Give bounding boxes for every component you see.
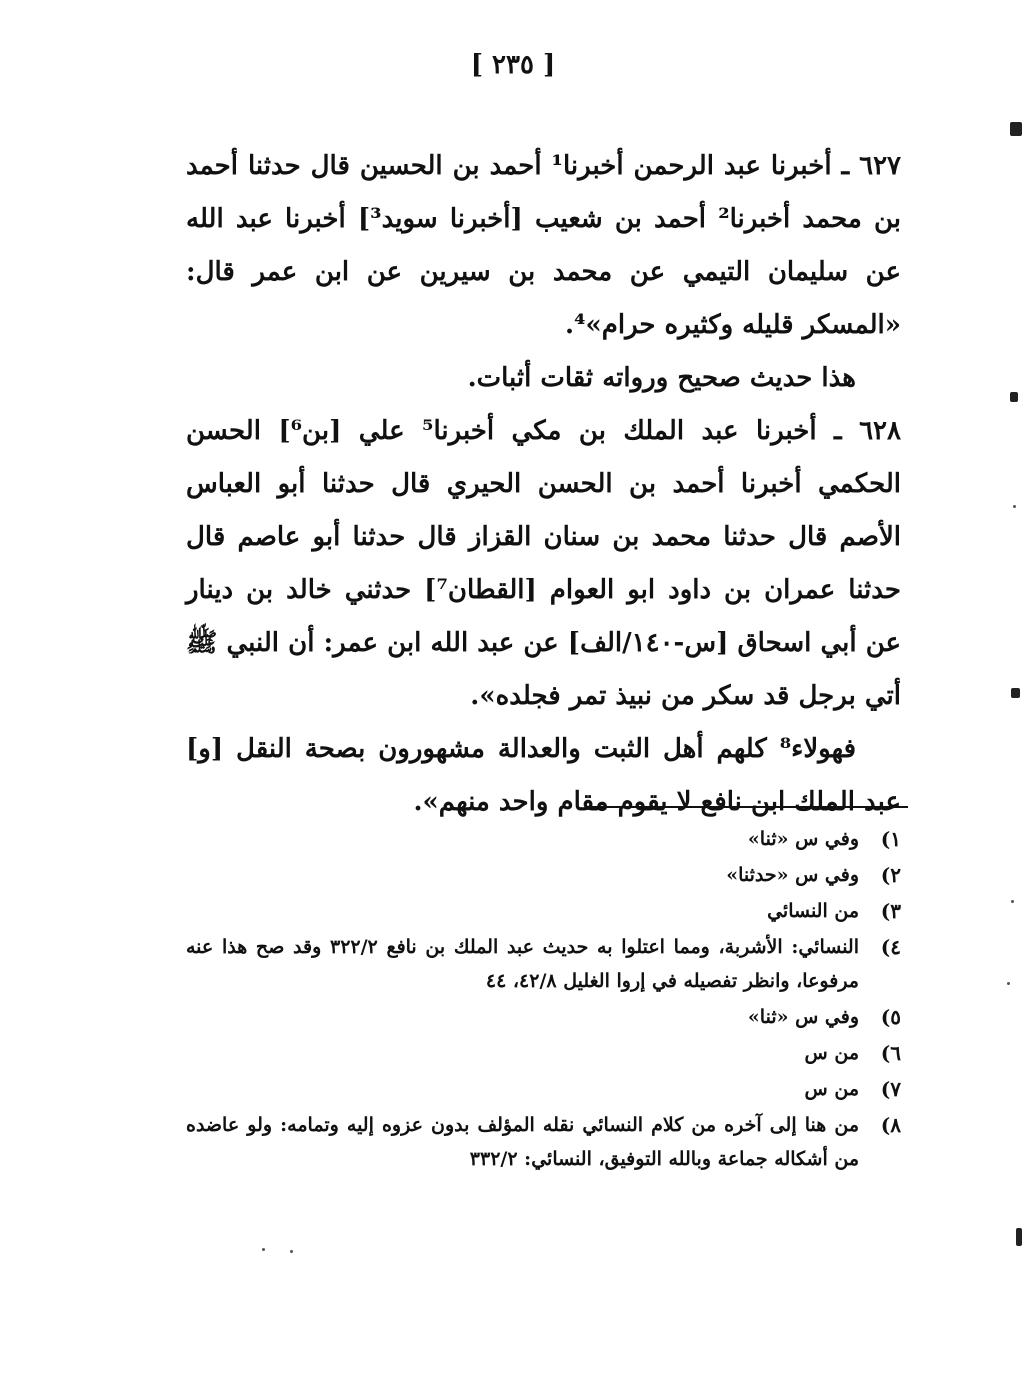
- footnote: [186, 894, 901, 928]
- scan-mark: [1010, 392, 1018, 402]
- hadith-627-paragraph: ٦٢٧ ـ أخبرنا عبد الرحمن أخبرنا¹ أحمد بن الحسين قال حدثنا أحمد بن محمد أخبرنا² أحمد بن شعيب [أخبرنا سويد³] أخبرنا عبد الله عن سليمان التيمي عن محمد بن سيرين عن ابن عمر قال: «المسكر قليله وكثيره حرام»⁴.: [186, 151, 902, 340]
- footnote-text: النسائي: الأشربة، ومما اعتلوا به حديث عبد الملك بن نافع ٣٢٢/٢ وقد صح هذا عنه مرفوعا، وانظر تفصيله في إروا الغليل ٤٢/٨، ٤٤: [186, 936, 860, 992]
- hadith-628-paragraph: ٦٢٨ ـ أخبرنا عبد الملك بن مكي أخبرنا⁵ علي [بن⁶] الحسن الحكمي أخبرنا أحمد بن الحسن الحيري قال حدثنا أبو العباس الأصم قال حدثنا محمد بن سنان القزاز قال حدثنا أبو عاصم قال حدثنا عمران بن داود ابو العوام [القطان⁷] حدثني خالد بن دينار عن أبي اسحاق [س-١٤٠/الف] عن عبد الله ابن عمر: أن النبي ﷺ أتي برجل قد سكر من نبيذ تمر فجلده».: [186, 416, 902, 711]
- footnote-separator: [586, 806, 908, 808]
- footnote: [186, 930, 901, 998]
- footnote-number: ٥): [880, 1005, 901, 1029]
- scan-speck: [1013, 505, 1016, 508]
- footnote: [186, 822, 901, 856]
- footnote-text: وفي س «حدثنا»: [726, 864, 859, 886]
- footnote-text: وفي س «ثنا»: [747, 828, 859, 850]
- scan-speck: [1011, 900, 1014, 903]
- scan-mark: [1016, 1228, 1022, 1246]
- footnote: [186, 1036, 901, 1070]
- footnote-text: من هنا إلى آخره من كلام النسائي نقله المؤلف بدون عزوه إليه وتمامه: ولو عاضده من أشكاله جماعة وبالله التوفيق، النسائي: ٣٣٢/٢: [186, 1114, 859, 1170]
- footnote-number: ٢): [880, 863, 901, 887]
- grading-paragraph: هذا حديث صحيح ورواته ثقات أثبات.: [467, 363, 856, 393]
- footnote: [186, 1000, 901, 1034]
- commentary-paragraph: فهولاء⁸ كلهم أهل الثبت والعدالة مشهورون بصحة النقل [و] عبد الملك ابن نافع لا يقوم مقام واحد منهم».: [186, 734, 901, 817]
- footnote-number: ٤): [880, 935, 901, 959]
- footnote-number: ٧): [880, 1077, 901, 1101]
- footnote-text: من س: [804, 1078, 859, 1100]
- scan-speck: [262, 1248, 265, 1251]
- footnote-number: ٦): [880, 1041, 901, 1065]
- footnote: [186, 1072, 901, 1106]
- footnote-text: من س: [804, 1042, 859, 1064]
- scan-speck: [290, 1250, 293, 1253]
- main-text: [186, 140, 901, 829]
- scan-speck: [1007, 982, 1010, 985]
- footnote: [186, 1108, 901, 1176]
- scan-mark: [1011, 688, 1020, 698]
- footnote-text: من النسائي: [767, 900, 859, 922]
- footnotes: [186, 822, 901, 1178]
- scan-mark: [1010, 122, 1022, 136]
- footnote: [186, 858, 901, 892]
- page-number: [ ٢٣٥ ]: [470, 50, 556, 80]
- footnote-number: ٣): [880, 899, 901, 923]
- footnote-number: ٨): [880, 1113, 901, 1137]
- footnote-text: وفي س «ثنا»: [747, 1006, 859, 1028]
- footnote-number: ١): [880, 827, 901, 851]
